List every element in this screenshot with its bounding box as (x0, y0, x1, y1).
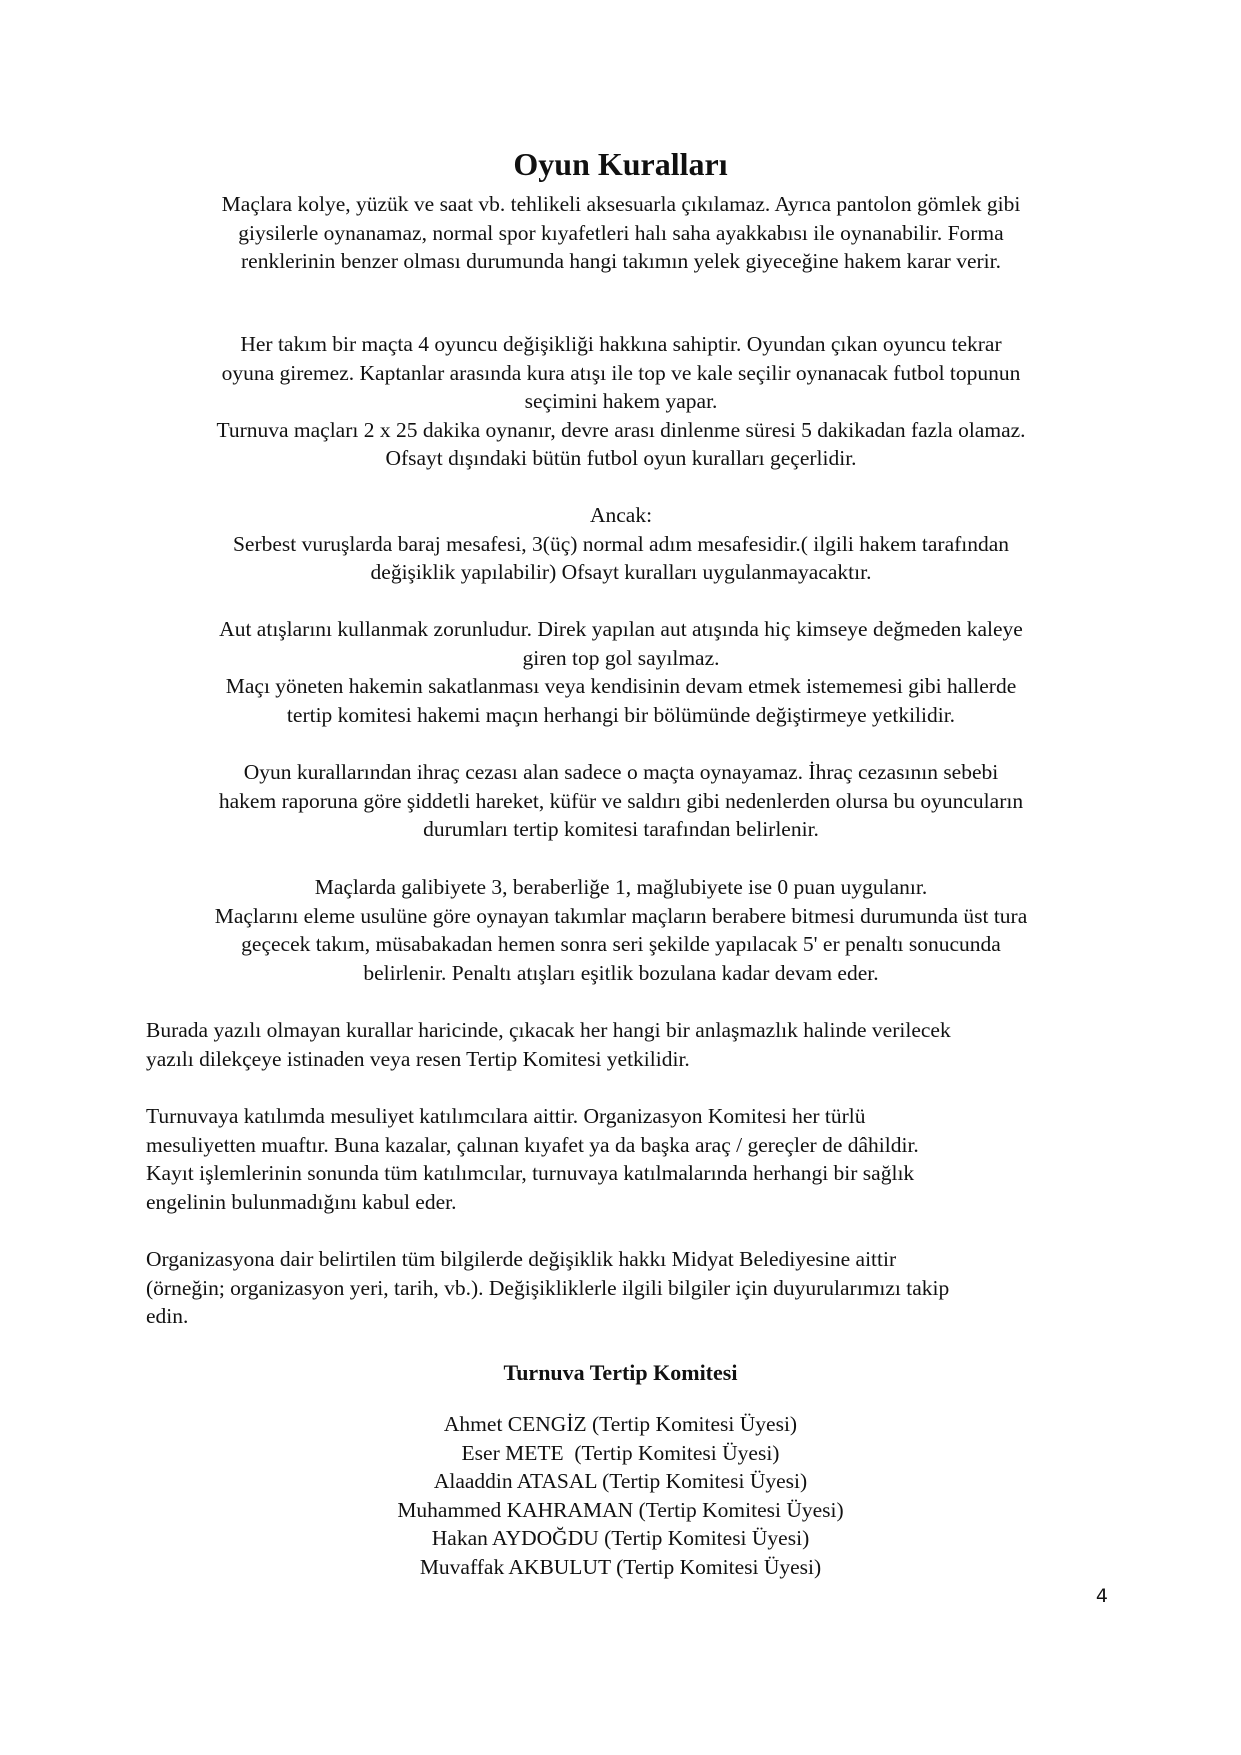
text-line: oyuna giremez. Kaptanlar arasında kura atışı ile top ve kale seçilir oynanacak futbol topunun (221, 360, 1021, 385)
committee-member: Alaaddin ATASAL (Tertip Komitesi Üyesi) (433, 1469, 808, 1494)
text-line: belirlenir. Penaltı atışları eşitlik bozulana kadar devam eder. (363, 960, 879, 985)
text-line: Kayıt işlemlerinin sonunda tüm katılımcılar, turnuvaya katılmalarında herhangi bir sağlık (146, 1161, 915, 1186)
paragraph-substitution-rules (146, 330, 1096, 473)
text-line: giysilerle oynanamaz, normal spor kıyafetleri halı saha ayakkabısı ile oynanabilir. Forma (238, 220, 1004, 245)
paragraph-throw-in-rules (146, 615, 1096, 729)
text-line: Maçlarda galibiyete 3, beraberliğe 1, mağlubiyete ise 0 puan uygulanır. (314, 875, 928, 899)
text-line: renklerinin benzer olması durumunda hangi takımın yelek giyeceğine hakem karar verir. (241, 249, 1001, 274)
paragraph-equipment-rules (146, 190, 1096, 276)
text-line: geçecek takım, müsabakadan hemen sonra seri şekilde yapılacak 5' er penaltı sonucunda (241, 932, 1001, 957)
text-line: durumları tertip komitesi tarafından belirlenir. (423, 817, 819, 842)
text-line: Ancak: (589, 503, 653, 527)
committee-members (0, 1410, 1241, 1582)
paragraph-liability (146, 1102, 1096, 1216)
page-title: Oyun Kuralları (513, 146, 728, 182)
text-line: Turnuvaya katılımda mesuliyet katılımcılara aittir. Organizasyon Komitesi her türlü (146, 1104, 866, 1128)
text-line: giren top gol sayılmaz. (522, 645, 720, 670)
paragraph-dispute-rules (146, 1016, 1096, 1073)
paragraph-organization-changes (146, 1245, 1096, 1331)
committee-title: Turnuva Tertip Komitesi (503, 1360, 738, 1385)
text-line: Ofsayt dışındaki bütün futbol oyun kuralları geçerlidir. (385, 446, 857, 471)
text-line: Her takım bir maçta 4 oyuncu değişikliği hakkına sahiptir. Oyundan çıkan oyuncu tekrar (240, 332, 1002, 356)
committee-member: Muvaffak AKBULUT (Tertip Komitesi Üyesi) (419, 1554, 822, 1579)
paragraph-expulsion-rules (146, 758, 1096, 844)
text-line: Serbest vuruşlarda baraj mesafesi, 3(üç) normal adım mesafesidir.( ilgili hakem tarafından (232, 531, 1010, 556)
text-line: Aut atışlarını kullanmak zorunludur. Direk yapılan aut atışında hiç kimseye değmeden kaleye (219, 617, 1023, 641)
text-line: Organizasyona dair belirtilen tüm bilgilerde değişiklik hakkı Midyat Belediyesine aittir (146, 1247, 897, 1271)
committee-member: Eser METE (Tertip Komitesi Üyesi) (461, 1440, 780, 1465)
text-line: tertip komitesi hakemi maçın herhangi bir bölümünde değiştirmeye yetkilidir. (286, 702, 956, 727)
text-line: edin. (146, 1304, 189, 1329)
paragraph-free-kick-rules (146, 501, 1096, 587)
text-line: engelinin bulunmadığını kabul eder. (146, 1189, 457, 1214)
text-line: yazılı dilekçeye istinaden veya resen Tertip Komitesi yetkilidir. (146, 1046, 690, 1071)
text-line: Maçlara kolye, yüzük ve saat vb. tehlikeli aksesuarla çıkılamaz. Ayrıca pantolon gömlek gibi (221, 192, 1021, 216)
text-line: seçimini hakem yapar. (524, 389, 718, 414)
text-line: hakem raporuna göre şiddetli hareket, küfür ve saldırı gibi nedenlerden olursa bu oyuncuların (218, 788, 1024, 813)
text-line: değişiklik yapılabilir) Ofsayt kuralları uygulanmayacaktır. (370, 560, 872, 585)
text-line: Oyun kurallarından ihraç cezası alan sadece o maçta oynayamaz. İhraç cezasının sebebi (243, 760, 999, 784)
text-line: Maçı yöneten hakemin sakatlanması veya kendisinin devam etmek istememesi gibi hallerde (225, 674, 1017, 699)
text-line: mesuliyetten muaftır. Buna kazalar, çalınan kıyafet ya da başka araç / gereçler de dâhildir. (146, 1132, 919, 1157)
committee-member: Ahmet CENGİZ (Tertip Komitesi Üyesi) (443, 1412, 798, 1436)
text-line: (örneğin; organizasyon yeri, tarih, vb.). Değişikliklerle ilgili bilgiler için duyurularımızı takip (146, 1275, 950, 1300)
text-line: Turnuva maçları 2 x 25 dakika oynanır, devre arası dinlenme süresi 5 dakikadan fazla olamaz. (216, 417, 1026, 442)
text-line: Maçlarını eleme usulüne göre oynayan takımlar maçların berabere bitmesi durumunda üst tura (214, 903, 1028, 928)
paragraph-scoring-rules (146, 873, 1096, 987)
committee-member: Muhammed KAHRAMAN (Tertip Komitesi Üyesi) (397, 1497, 844, 1522)
text-line: Burada yazılı olmayan kurallar haricinde, çıkacak her hangi bir anlaşmazlık halinde verilecek (146, 1018, 951, 1042)
committee-member: Hakan AYDOĞDU (Tertip Komitesi Üyesi) (431, 1526, 810, 1551)
page-number: 4 (1095, 1585, 1108, 1607)
